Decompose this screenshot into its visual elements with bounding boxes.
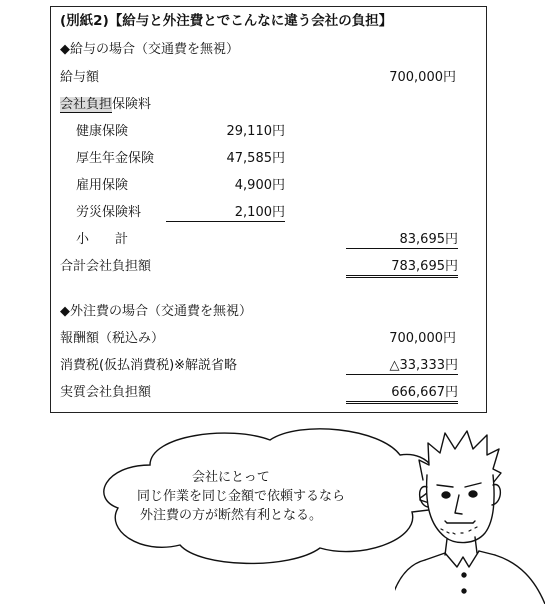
consumption-tax-value: △33,333円 — [346, 358, 458, 375]
speech-line-3: 外注費の方が断然有利となる。 — [140, 508, 323, 523]
fee-label: 報酬額（税込み） — [60, 331, 165, 346]
comparison-document — [50, 6, 487, 413]
salary-section-heading: ◆給与の場合（交通費を無視） — [60, 42, 239, 57]
net-burden-value: 666,667円 — [346, 385, 458, 404]
net-burden-label: 実質会社負担額 — [60, 385, 152, 400]
speech-line-1: 会社にとって — [192, 470, 270, 485]
employment-insurance-label: 雇用保険 — [76, 178, 129, 193]
total-burden-value: 783,695円 — [346, 259, 458, 278]
health-insurance-label: 健康保険 — [76, 124, 129, 139]
outsource-section-heading: ◆外注費の場合（交通費を無視） — [60, 304, 252, 319]
workers-comp-value: 2,100円 — [166, 205, 285, 222]
document-title: (別紙2)【給与と外注費とでこんなに違う会社の負担】 — [60, 13, 393, 29]
subtotal-label: 小 計 — [76, 232, 129, 247]
businessman-illustration — [395, 425, 545, 604]
workers-comp-label: 労災保険料 — [76, 205, 142, 220]
pension-insurance-value: 47,585円 — [226, 151, 285, 166]
salary-value: 700,000円 — [389, 70, 456, 85]
pension-insurance-label: 厚生年金保険 — [76, 151, 155, 166]
subtotal-value: 83,695円 — [346, 232, 458, 249]
consumption-tax-label: 消費税(仮払消費税)※解説省略 — [60, 358, 238, 373]
insurance-label: 保険料 — [112, 97, 152, 112]
total-burden-label: 合計会社負担額 — [60, 259, 152, 274]
shirt — [445, 551, 479, 567]
fee-value: 700,000円 — [389, 331, 456, 346]
employment-insurance-value: 4,900円 — [234, 178, 285, 193]
speech-line-2: 同じ作業を同じ金額で依頼するなら — [137, 489, 346, 504]
insurance-heading — [60, 97, 151, 113]
health-insurance-value: 29,110円 — [226, 124, 285, 139]
salary-label: 給与額 — [60, 70, 100, 85]
company-burden-label: 会社負担 — [60, 97, 113, 112]
